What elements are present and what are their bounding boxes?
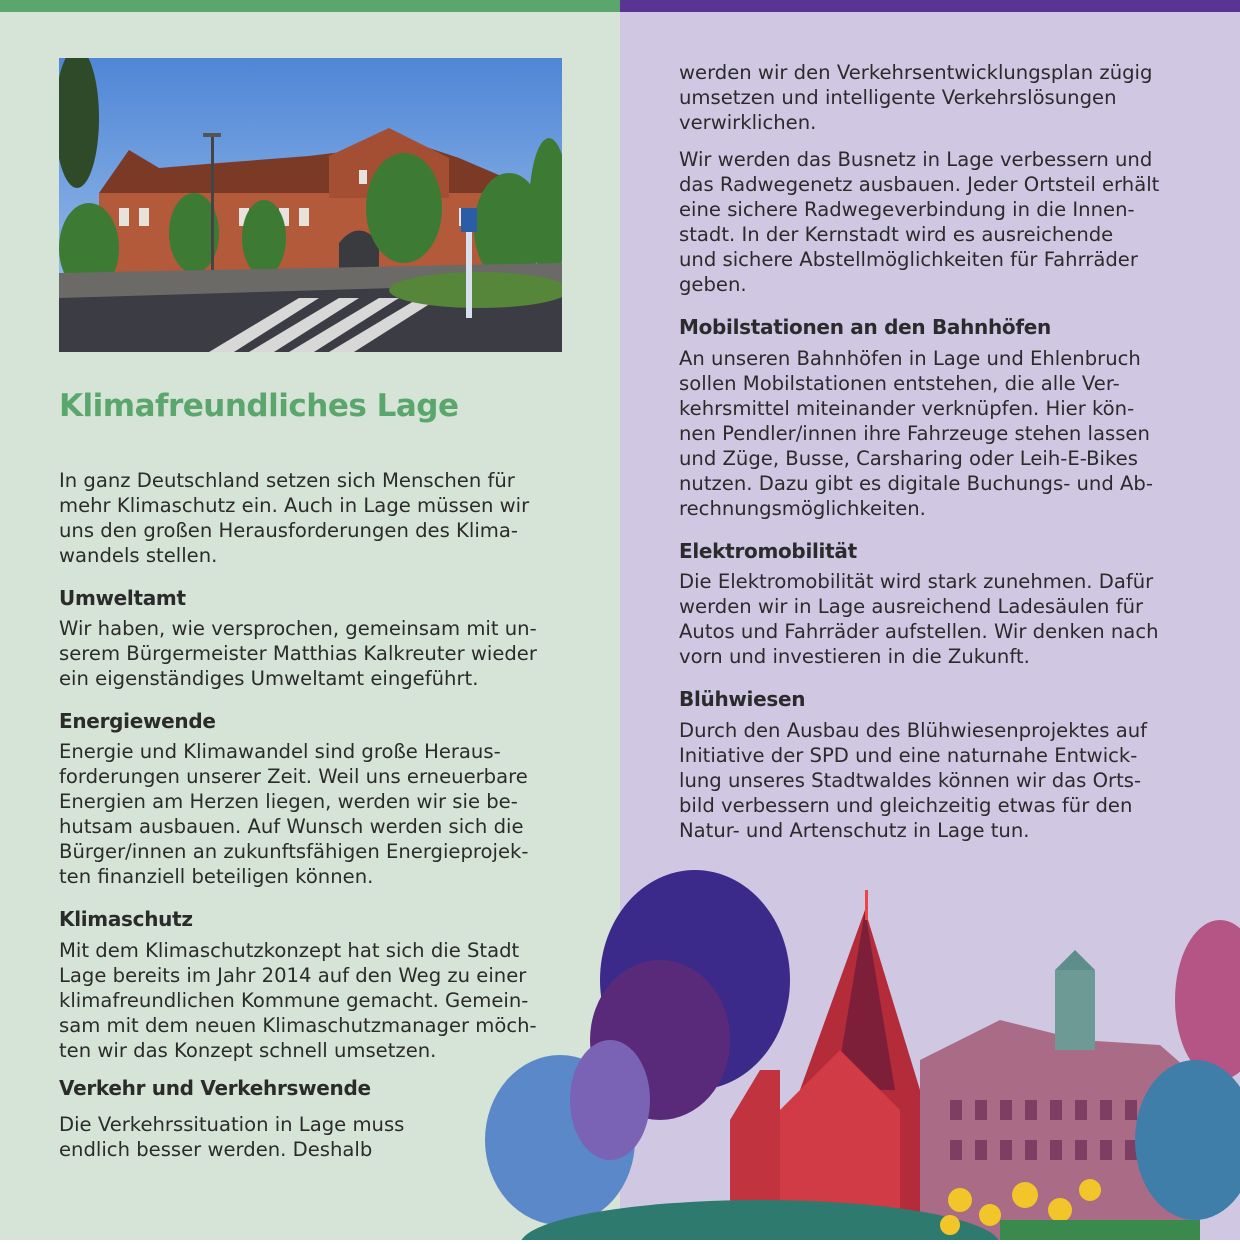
text-line: forderungen unserer Zeit. Weil uns erneuerbare (59, 765, 528, 788)
text-line: nutzen. Dazu gibt es digitale Buchungs- und Ab- (679, 472, 1153, 495)
section-elektromobilitaet-text (679, 569, 1159, 669)
text-line: klimafreundlichen Kommune gemacht. Gemein- (59, 989, 529, 1012)
green-top-bar (0, 0, 620, 12)
text-line: geben. (679, 273, 747, 296)
text-line: Autos und Fahrräder aufstellen. Wir denken nach (679, 620, 1159, 643)
town-hall-photo (59, 58, 562, 352)
section-umweltamt-text (59, 616, 537, 691)
section-energiewende-text (59, 739, 528, 889)
text-line: umsetzen und intelligente Verkehrslösungen (679, 86, 1117, 109)
text-line: ein eigenständiges Umweltamt eingeführt. (59, 667, 479, 690)
text-line: bild verbessern und gleichzeitig etwas für den (679, 794, 1133, 817)
section-title-bluehwiesen: Blühwiesen (679, 687, 806, 711)
page-title: Klimafreundliches Lage (59, 388, 459, 424)
text-line: und sichere Abstellmöglichkeiten für Fahrräder (679, 248, 1138, 271)
text-line: nen Pendler/innen ihre Fahrzeuge stehen lassen (679, 422, 1150, 445)
section-verkehr-text (59, 1112, 404, 1162)
text-line: Die Verkehrssituation in Lage muss (59, 1113, 405, 1136)
text-line: Initiative der SPD und eine naturnahe Entwick- (679, 744, 1138, 767)
text-line: Bürger/innen an zukunftsfähigen Energieprojek- (59, 840, 529, 863)
section-title-verkehr: Verkehr und Verkehrswende (59, 1076, 371, 1100)
text-line: uns den großen Herausforderungen des Klima- (59, 519, 518, 542)
town-skyline-illustration (480, 870, 1240, 1240)
text-line: werden wir in Lage ausreichend Ladesäulen für (679, 595, 1144, 618)
text-line: Natur- und Artenschutz in Lage tun. (679, 819, 1030, 842)
text-line: ten wir das Konzept schnell umsetzen. (59, 1039, 437, 1062)
text-line: An unseren Bahnhöfen in Lage und Ehlenbruch (679, 347, 1141, 370)
section-title-klimaschutz: Klimaschutz (59, 907, 193, 931)
text-line: Die Elektromobilität wird stark zunehmen. Dafür (679, 570, 1154, 593)
text-line: Wir werden das Busnetz in Lage verbessern und (679, 148, 1153, 171)
text-line: mehr Klimaschutz ein. Auch in Lage müssen wir (59, 494, 530, 517)
purple-top-bar (620, 0, 1240, 12)
text-line: lung unseres Stadtwaldes können wir das Orts- (679, 769, 1142, 792)
text-line: vorn und investieren in die Zukunft. (679, 645, 1030, 668)
text-line: eine sichere Radwegeverbindung in die Innen- (679, 198, 1135, 221)
text-line: das Radwegenetz ausbauen. Jeder Ortsteil erhält (679, 173, 1160, 196)
text-line: kehrsmittel miteinander verknüpfen. Hier kön- (679, 397, 1135, 420)
section-title-elektromobilitaet: Elektromobilität (679, 539, 857, 563)
text-line: ten finanziell beteiligen können. (59, 865, 374, 888)
text-line: Wir haben, wie versprochen, gemeinsam mit un- (59, 617, 537, 640)
text-line: rechnungsmöglichkeiten. (679, 497, 926, 520)
text-line: Mit dem Klimaschutzkonzept hat sich die Stadt (59, 939, 520, 962)
section-klimaschutz-text (59, 938, 537, 1063)
text-line: Energien am Herzen liegen, werden wir sie be- (59, 790, 518, 813)
text-line: sam mit dem neuen Klimaschutzmanager möch- (59, 1014, 537, 1037)
section-title-mobilstationen: Mobilstationen an den Bahnhöfen (679, 315, 1051, 339)
text-line: sollen Mobilstationen entstehen, die alle Ver- (679, 372, 1120, 395)
verkehr-continued-text (679, 60, 1152, 135)
text-line: Energie und Klimawandel sind große Heraus- (59, 740, 501, 763)
busnetz-paragraph (679, 147, 1159, 297)
text-line: werden wir den Verkehrsentwicklungsplan zügig (679, 61, 1153, 84)
text-line: In ganz Deutschland setzen sich Menschen für (59, 469, 515, 492)
text-line: serem Bürgermeister Matthias Kalkreuter wieder (59, 642, 537, 665)
text-line: und Züge, Busse, Carsharing oder Leih-E-Bikes (679, 447, 1138, 470)
text-line: hutsam ausbauen. Auf Wunsch werden sich die (59, 815, 524, 838)
section-bluehwiesen-text (679, 718, 1147, 843)
text-line: Lage bereits im Jahr 2014 auf den Weg zu einer (59, 964, 527, 987)
text-line: Durch den Ausbau des Blühwiesenprojektes auf (679, 719, 1148, 742)
section-mobilstationen-text (679, 346, 1153, 521)
text-line: endlich besser werden. Deshalb (59, 1138, 373, 1161)
section-title-umweltamt: Umweltamt (59, 586, 186, 610)
intro-paragraph (59, 468, 529, 568)
text-line: verwirklichen. (679, 111, 817, 134)
text-line: stadt. In der Kernstadt wird es ausreichende (679, 223, 1114, 246)
section-title-energiewende: Energiewende (59, 709, 216, 733)
text-line: wandels stellen. (59, 544, 218, 567)
